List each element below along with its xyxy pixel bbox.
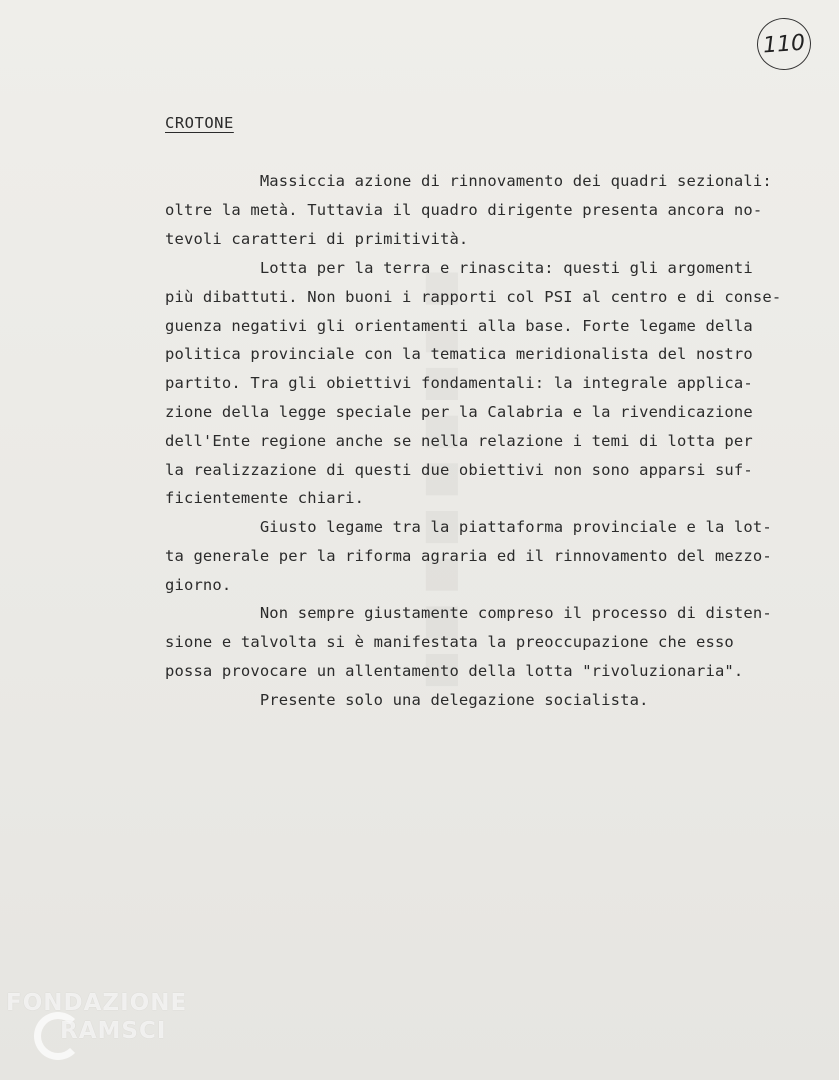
paragraph: Giusto legame tra la piattaforma provinciale e la lot- ta generale per la riforma agraria ed il rinnovamento del mezzo- giorno. bbox=[165, 518, 772, 594]
paragraph: Non sempre giustamente compreso il processo di disten- sione e talvolta si è manifestata la preoccupazione che esso possa provocare un allentamento della lotta "rivoluzionaria". bbox=[165, 604, 772, 680]
fondazione-gramsci-logo bbox=[2, 990, 212, 1070]
logo-line-2: RAMSCI bbox=[60, 1018, 167, 1044]
paragraph: Massiccia azione di rinnovamento dei quadri sezionali: oltre la metà. Tuttavia il quadro dirigente presenta ancora no- tevoli caratteri di primitività. bbox=[165, 172, 772, 248]
logo-line-1: FONDAZIONE bbox=[6, 990, 188, 1016]
section-title: CROTONE bbox=[165, 114, 234, 132]
paragraph: Lotta per la terra e rinascita: questi gli argomenti più dibattuti. Non buoni i rapporti col PSI al centro e di conse- guenza negativi gli orientamenti alla base. Forte legame della politica provinciale con la tematica meridionalista del nostro partito. Tra gli obiettivi fondamentali: la integrale applica- zione della legge speciale per la Calabria e la rivendicazione dell'Ente regione anche se nella relazione i temi di lotta per la realizzazione di questi due obiettivi non sono apparsi suf- ficientemente chiari. bbox=[165, 259, 782, 508]
page-number-stamp: 110 bbox=[755, 16, 812, 72]
paragraph: Presente solo una delegazione socialista. bbox=[165, 691, 649, 709]
